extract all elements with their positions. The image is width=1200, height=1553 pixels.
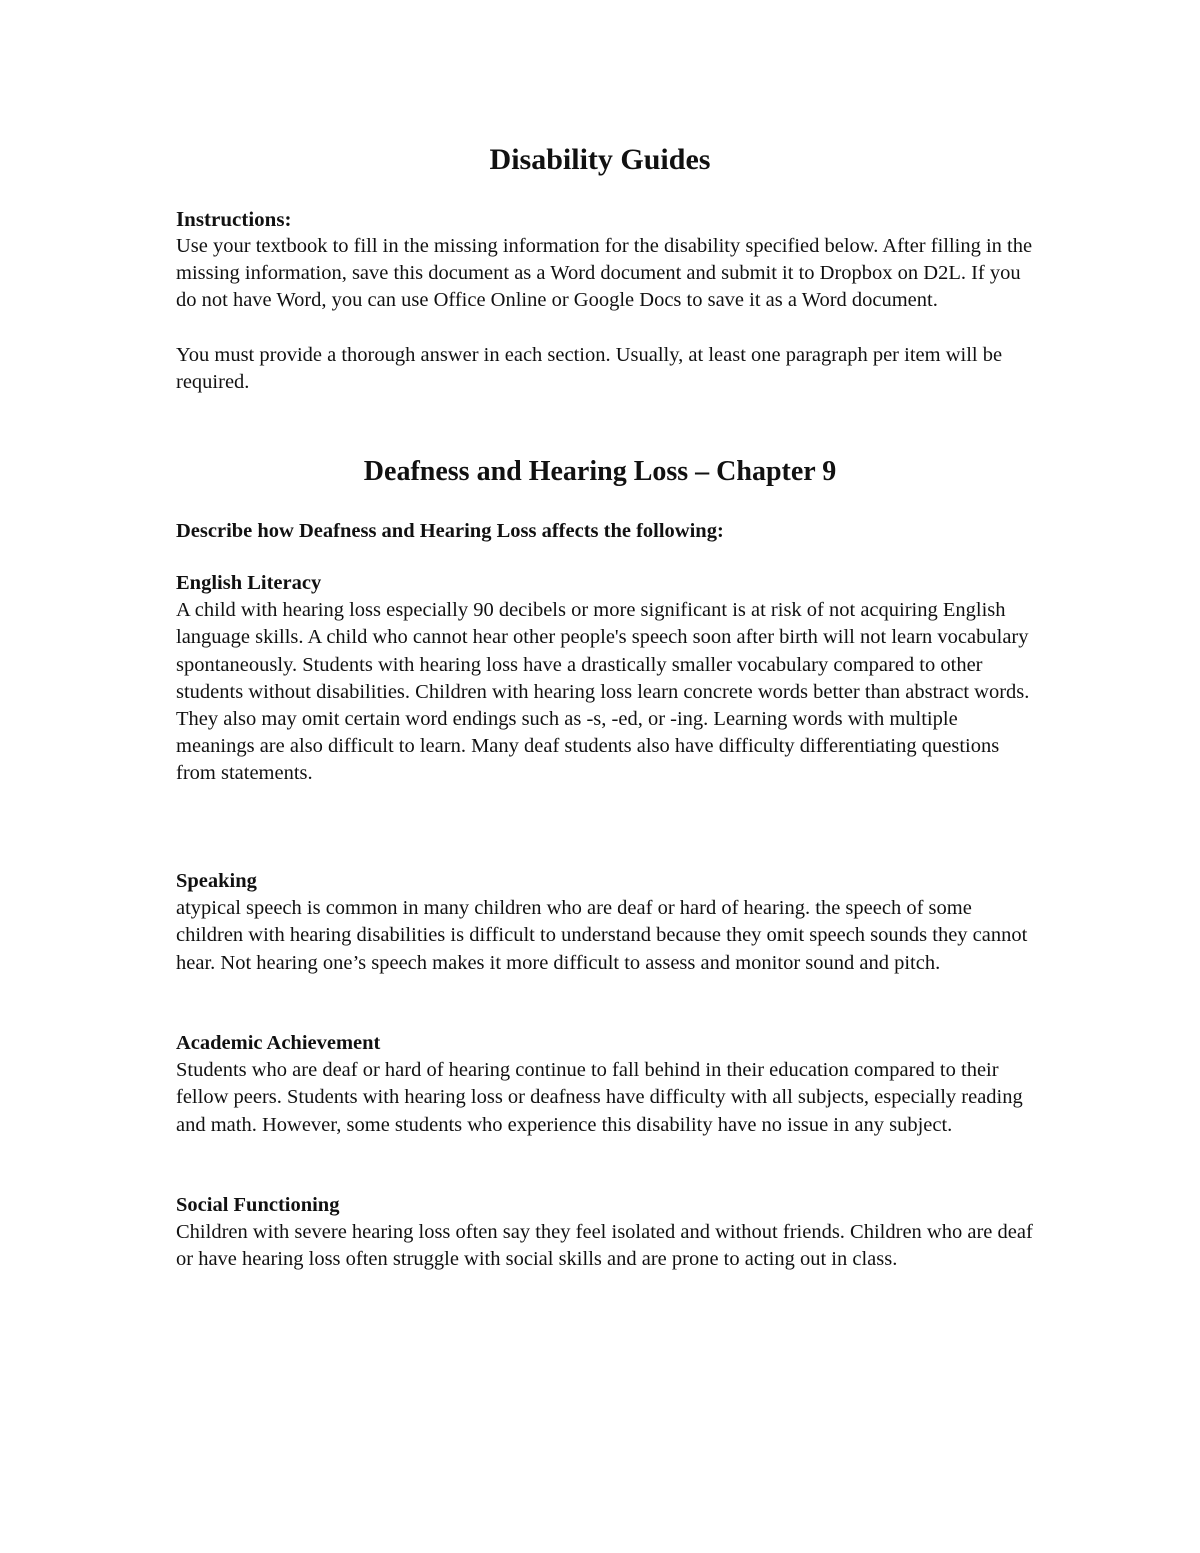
- section-speaking: [176, 868, 1036, 977]
- section-body: A child with hearing loss especially 90 decibels or more significant is at risk of not acquiring English language skills. A child who cannot hear other people's speech soon after birth will not learn vocabulary spontaneously. Students with hearing loss have a drastically smaller vocabulary compared to other students without disabilities. Children with hearing loss learn concrete words better than abstract words. They also may omit certain word endings such as -s, -ed, or -ing. Learning words with multiple meanings are also difficult to learn. Many deaf students also have difficulty differentiating questions from statements.: [176, 599, 1030, 785]
- instructions-paragraph-2: You must provide a thorough answer in each section. Usually, at least one paragraph per item will be required.: [176, 343, 1003, 393]
- chapter-title: Deafness and Hearing Loss – Chapter 9: [363, 456, 837, 487]
- instructions-paragraph-1: Use your textbook to fill in the missing information for the disability specified below. After filling in the missing information, save this document as a Word document and submit it to Dropbox on D2L. If you do not have Word, you can use Office Online or Google Docs to save it as a Word document.: [176, 235, 1033, 312]
- instructions-block: [176, 206, 1036, 396]
- section-heading: Social Functioning: [176, 1194, 340, 1216]
- section-english-literacy: [176, 570, 1036, 788]
- section-body: atypical speech is common in many children who are deaf or hard of hearing. the speech of some children with hearing disabilities is difficult to understand because they omit speech sounds they cannot hear. Not hearing one’s speech makes it more difficult to assess and monitor sound and pitch.: [176, 897, 1028, 974]
- section-body: Students who are deaf or hard of hearing continue to fall behind in their education compared to their fellow peers. Students with hearing loss or deafness have difficulty with all subjects, especially reading and math. However, some students who experience this disability have no issue in any subject.: [176, 1059, 1023, 1136]
- document-title: Disability Guides: [489, 143, 711, 176]
- section-social-functioning: [176, 1192, 1036, 1274]
- describe-prompt: Describe how Deafness and Hearing Loss affects the following:: [176, 520, 724, 542]
- section-heading: Academic Achievement: [176, 1032, 381, 1054]
- instructions-heading: Instructions:: [176, 207, 292, 231]
- section-body: Children with severe hearing loss often say they feel isolated and without friends. Children who are deaf or have hearing loss often struggle with social skills and are prone to acting out in class.: [176, 1221, 1033, 1271]
- section-heading: Speaking: [176, 870, 257, 892]
- section-heading: English Literacy: [176, 572, 322, 594]
- paragraph-spacer: [176, 315, 1036, 342]
- section-academic-achievement: [176, 1030, 1036, 1139]
